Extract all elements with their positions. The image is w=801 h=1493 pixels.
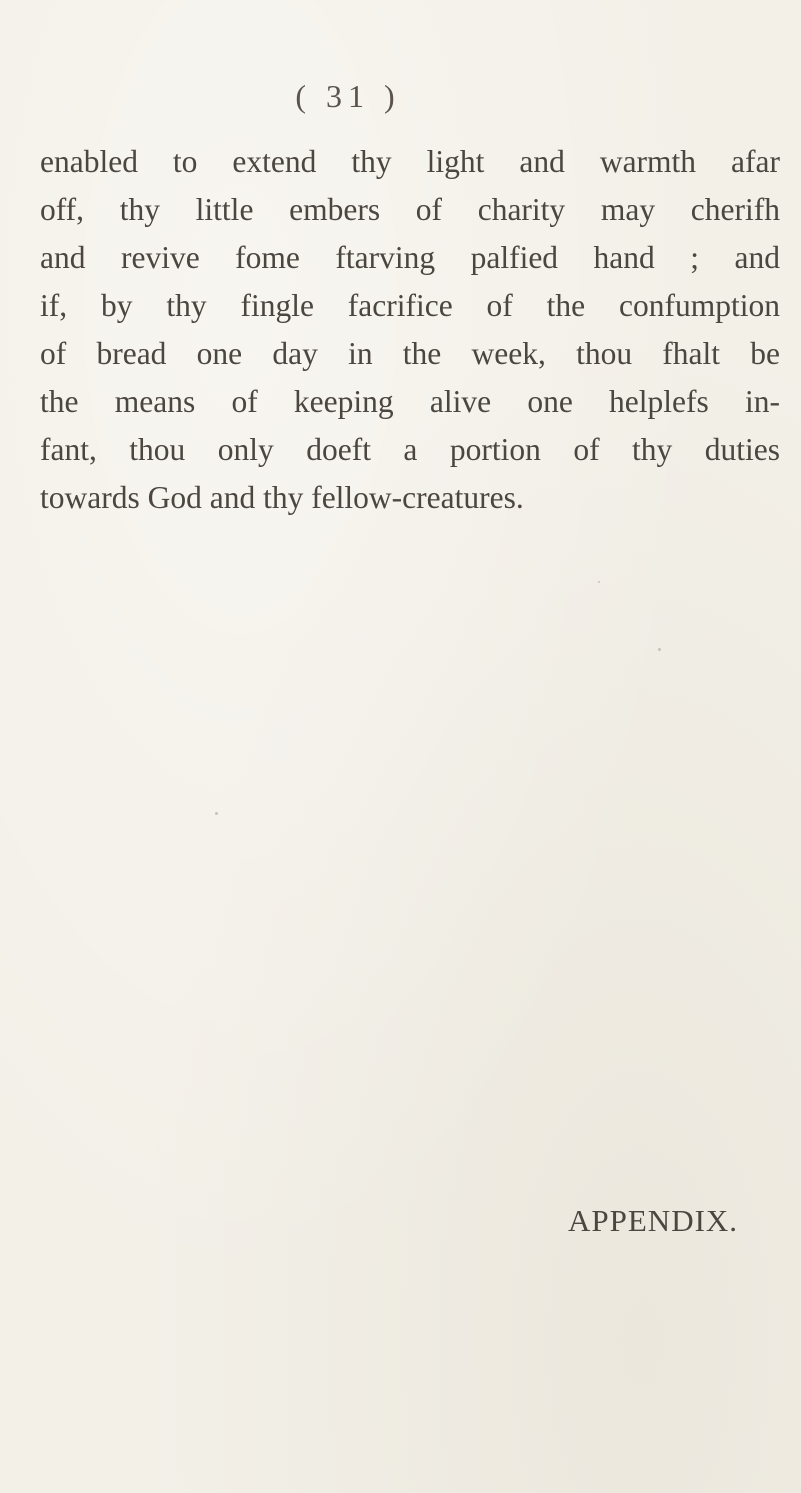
text-line-1: enabled to extend thy light and warmth afar	[40, 144, 780, 179]
text-line-7: fant, thou only doeft a portion of thy duties	[40, 432, 780, 467]
text-line-8: towards God and thy fellow-creatures.	[40, 480, 524, 515]
paper-speck	[658, 648, 661, 651]
body-paragraph	[40, 138, 780, 522]
page-number: ( 31 )	[295, 78, 401, 114]
text-line-4: if, by thy fingle facrifice of the confumption	[40, 288, 780, 323]
catchword: APPENDIX.	[568, 1203, 739, 1238]
text-line-5: of bread one day in the week, thou fhalt be	[40, 336, 780, 371]
paper-speck	[598, 581, 600, 583]
text-line-2: off, thy little embers of charity may cherifh	[40, 192, 780, 227]
text-line-6: the means of keeping alive one helplefs in-	[40, 384, 780, 419]
paper-speck	[215, 812, 218, 815]
text-line-3: and revive fome ftarving palfied hand ; and	[40, 240, 780, 275]
